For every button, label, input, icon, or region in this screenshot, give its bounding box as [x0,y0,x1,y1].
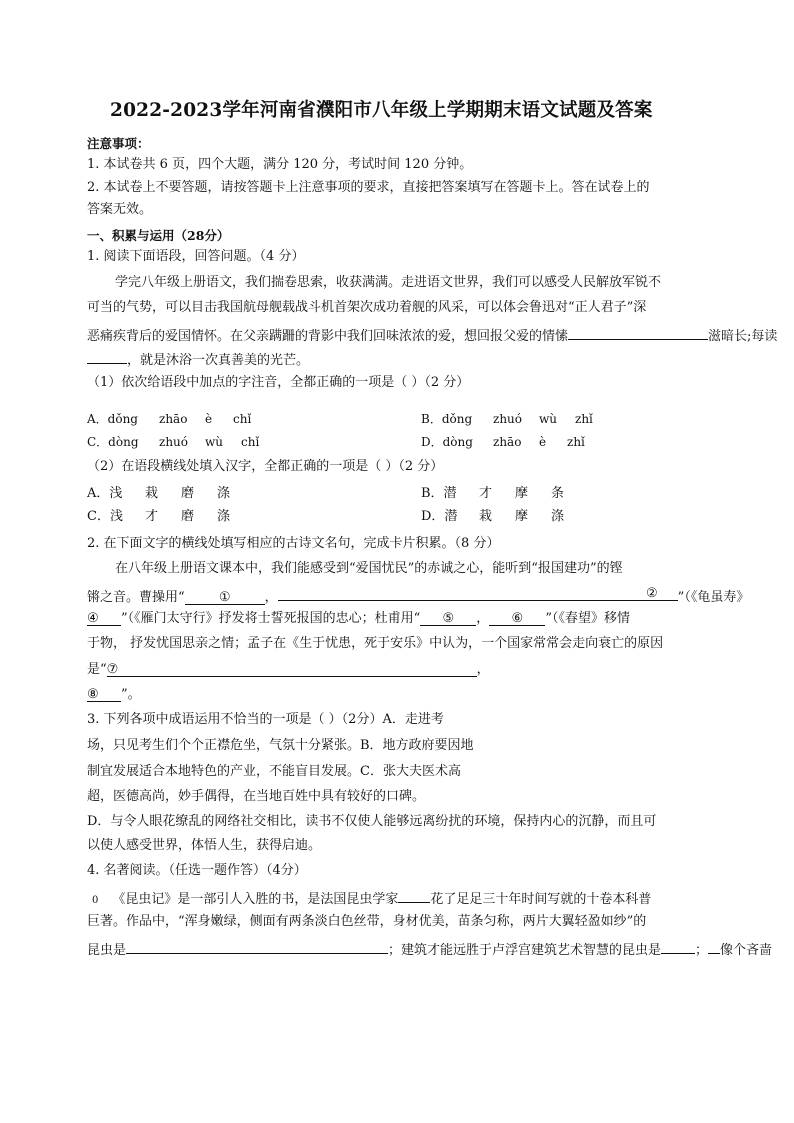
q1-passage-line-3 [87,326,777,345]
q4-blank-2 [126,940,388,954]
q2-blank-5: ⑤ [420,611,476,626]
notice-item-1: 1. 本试卷共 6 页，四个大题，满分 120 分，考试时间 120 分钟。 [87,157,473,172]
q1-sub2-stem: （2）在语段横线处填入汉字，全都正确的一项是（ ）（2 分） [87,459,444,474]
q3-line-1: 3. 下列各项中成语运用不恰当的一项是（ ）（2分）A．走进考 [87,712,444,727]
q1-sub1-option-a: A．dǒng zhāo è chǐ [87,412,252,426]
q2-line-2: 锵之音。曹操用“ ① ， ② ”（《龟虽寿》 [87,586,750,605]
q4-line-1: 0 《昆虫记》是一部引人入胜的书，是法国昆虫学家 花了足足三十年时间写就的十卷本科普 [92,889,651,909]
q4-lead-mark: 0 [92,895,99,906]
q3-line-6: 以使人感受世界，体悟人生，获得启迪。 [87,838,322,853]
q4-blank-4 [708,940,720,954]
q3-line-5: D．与令人眼花缭乱的网络社交相比，读书不仅使人能够远离纷扰的环境，保持内心的沉静，而且可 [87,814,657,829]
q2-line-6: ⑧ ”。 [87,687,141,702]
q1-sub1-option-c: C．dòng zhuó wù chǐ [87,435,260,449]
q1-blank-2 [87,350,127,364]
page-title: 2022-2023学年河南省濮阳市八年级上学期期末语文试题及答案 [110,100,653,121]
q2-line-1: 在八年级上册语文课本中，我们能感受到“爱国忧民”的赤诚之心，能听到“报国建功”的铿 [115,561,623,576]
q2-line-4: 于物， 抒发忧国思亲之情；孟子在《生于忧患，死于安乐》中认为，一个国家常常会走向衰亡的原因 [87,636,664,651]
q1-stem: 1. 阅读下面语段，回答问题。（4 分） [87,249,305,264]
q4-stem: 4. 名著阅读。（任选一题作答）（4分） [87,863,307,878]
q1-sub2-option-d: D．潜 栽 摩 涤 [421,509,565,524]
q2-stem: 2. 在下面文字的横线处填写相应的古诗文名句，完成卡片积累。（8 分） [87,536,500,551]
q1-blank-1 [568,326,708,340]
q1-passage-line-4-text: ，就是沐浴一次真善美的光芒。 [127,353,310,368]
q4-blank-3 [661,940,695,954]
q3-line-3: 制宜发展适合本地特色的产业，不能盲目发展。C．张大夫医术高 [87,764,461,779]
q2-blank-2: ② [278,586,678,601]
q1-sub2-option-c: C．浅 才 磨 涤 [87,509,231,524]
q2-blank-4: ④ [87,611,121,626]
q2-blank-8: ⑧ [87,687,121,702]
q1-sub2-option-b: B．潜 才 摩 条 [421,486,565,501]
notice-item-2-cont: 答案无效。 [87,202,153,217]
q4-line-3: 昆虫是 ；建筑才能远胜于卢浮宫建筑艺术智慧的昆虫是 ； 像个吝啬 [87,940,772,959]
q1-passage-line-3-tail: 滋暗长;每读 [708,329,778,344]
section-heading: 一、积累与运用（28分） [87,228,230,243]
q1-sub1-stem: （1）依次给语段中加点的字注音，全都正确的一项是（ ）（2 分） [87,375,470,390]
q4-blank-1 [398,889,430,903]
q1-passage-line-1: 学完八年级上册语文，我们揣卷思索，收获满满。走进语文世界，我们可以感受人民解放军锐不 [115,275,662,290]
q1-passage-line-4 [87,350,309,369]
notice-heading: 注意事项： [87,136,150,151]
q2-blank-7: ⑦ [107,662,477,677]
q1-passage-line-3-text: 恶痛疾背后的爱国情怀。在父亲蹒跚的背影中我们回味浓浓的爱，想回报父爱的情愫 [87,329,569,344]
q2-line-3: ④ ”（《雁门太守行》抒发将士誓死报国的忠心；杜甫用“ ⑤ ， ⑥ ”（《春望》移情 [87,611,630,626]
q2-line-5: 是“⑦ ， [87,662,490,677]
q1-passage-line-2: 可当的气势，可以目击我国航母舰载战斗机首架次成功着舰的风采，可以体会鲁迅对“正人君子”深 [87,300,647,315]
notice-item-2: 2. 本试卷上不要答题，请按答题卡上注意事项的要求，直接把答案填写在答题卡上。答在试卷上的 [87,180,650,195]
q3-line-4: 超，医德高尚，妙手偶得，在当地百姓中具有较好的口碑。 [87,789,426,804]
q1-sub1-option-d: D．dòng zhāo è zhǐ [421,435,585,449]
q1-sub1-option-b: B．dǒng zhuó wù zhǐ [421,412,593,426]
q1-sub2-option-a: A．浅 栽 磨 涤 [87,486,231,501]
q3-line-2: 场，只见考生们个个正襟危坐，气氛十分紧张。B．地方政府要因地 [87,738,474,753]
q2-blank-1: ① [185,590,265,605]
q4-line-2: 巨著。作品中，“浑身嫩绿，侧面有两条淡白色丝带，身材优美，苗条匀称，两片大翼轻盈如纱”的 [87,914,647,929]
q2-blank-6: ⑥ [489,611,545,626]
